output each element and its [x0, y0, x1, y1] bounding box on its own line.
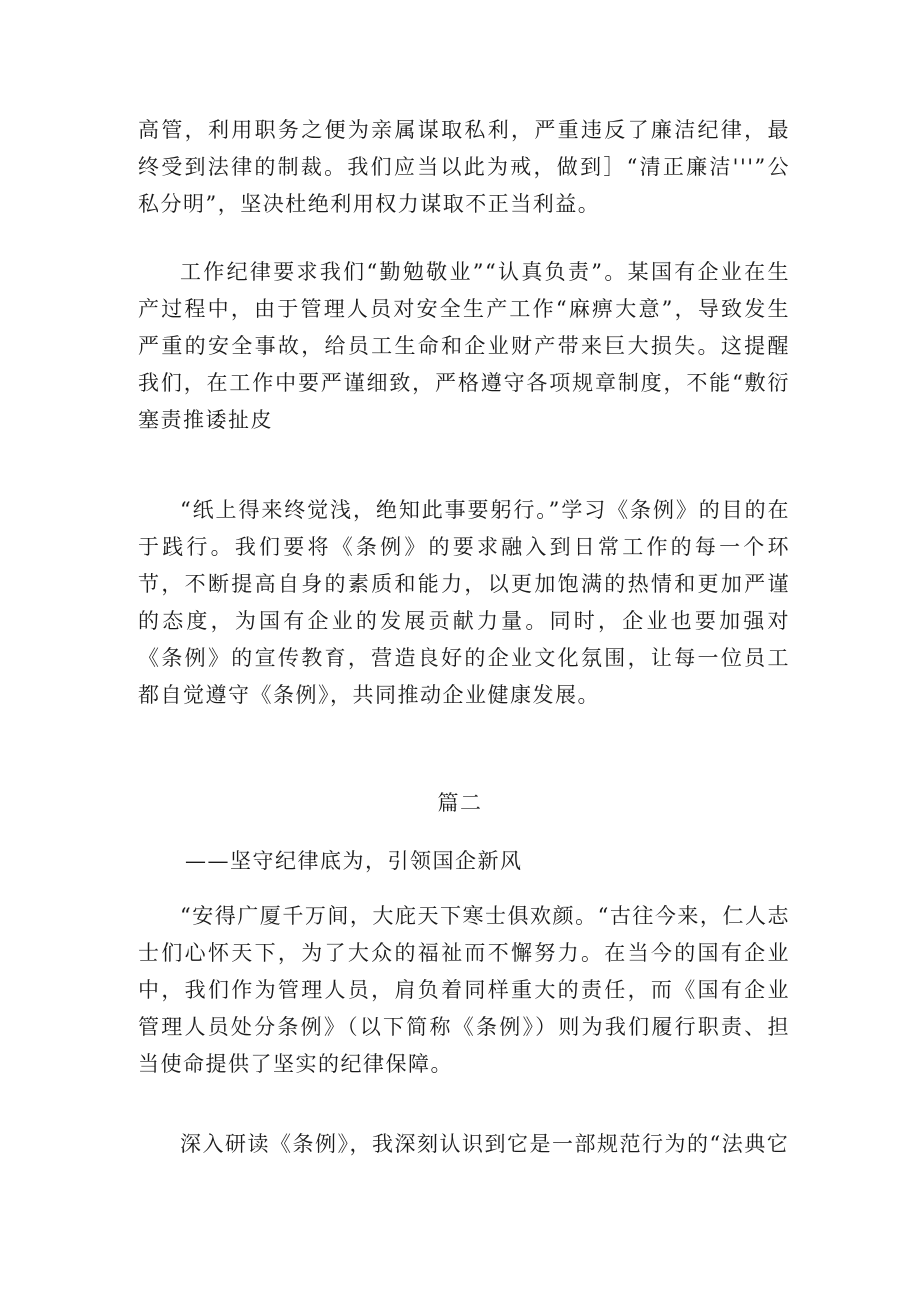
paragraph-4-block — [138, 898, 790, 1083]
section-heading: 篇二 — [437, 791, 483, 815]
paragraph-4: “安得广厦千万间，大庇天下寒士俱欢颜。“古往今来，仁人志士们心怀天下，为了大众的福祉而不懈努力。在当今的国有企业中，我们作为管理人员，肩负着同样重大的责任，而《国有企业管理人员处分条例》（以下简称《条例》）则为我们履行职责、担当使命提供了坚实的纪律保障。 — [138, 904, 790, 1076]
paragraph-5-block — [138, 1126, 790, 1163]
paragraph-2: 工作纪律要求我们“勤勉敬业”“认真负责”。某国有企业在生产过程中，由于管理人员对安全生产工作“麻痹大意”，导致发生严重的安全事故，给员工生命和企业财产带来巨大损失。这提醒我们，在工作中要严谨细致，严格遵守各项规章制度，不能“敷衍塞责推诿扯皮 — [138, 260, 790, 432]
paragraph-5: 深入研读《条例》，我深刻认识到它是一部规范行为的“法典它 — [180, 1132, 790, 1156]
paragraph-1-block — [138, 112, 790, 223]
paragraph-2-block — [138, 254, 790, 439]
paragraph-1: 高管，利用职务之便为亲属谋取私利，严重违反了廉洁纪律，最终受到法律的制裁。我们应当以此为戒，做到］“清正廉洁'''”公私分明”，坚决杜绝利用权力谋取不正当利益。 — [138, 118, 790, 216]
paragraph-3-block — [138, 492, 790, 714]
section-subtitle: ——坚守纪律底为，引领国企新风 — [185, 849, 523, 873]
paragraph-3: “纸上得来终觉浅，绝知此事要躬行。”学习《条例》的目的在于践行。我们要将《条例》的要求融入到日常工作的每一个环节，不断提高自身的素质和能力，以更加饱满的热情和更加严谨的态度，为国有企业的发展贡献力量。同时，企业也要加强对《条例》的宣传教育，营造良好的企业文化氛围，让每一位员工都自觉遵守《条例》，共同推动企业健康发展。 — [138, 498, 790, 707]
